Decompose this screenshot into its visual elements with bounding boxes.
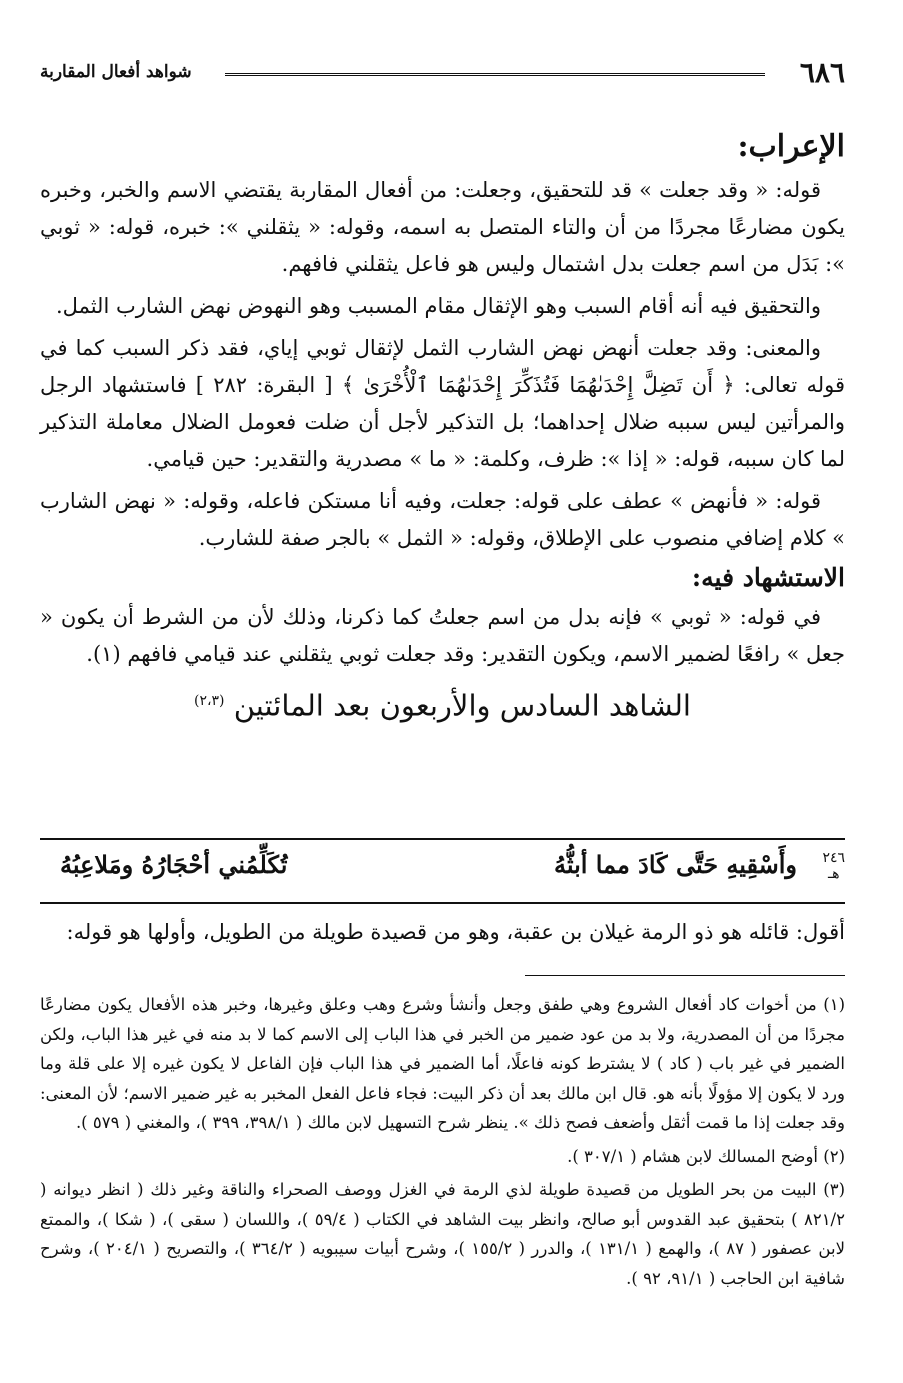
page-number: ٦٨٦ bbox=[799, 56, 845, 89]
running-title: شواهد أفعال المقاربة bbox=[40, 62, 192, 82]
witness-title-text: الشاهد السادس والأربعون بعد المائتين bbox=[233, 688, 691, 723]
irab-paragraph-3: والمعنى: وقد جعلت أنهض نهض الشارب الثمل لإثقال ثوبي إياي، فقد ذكر السبب كما في قوله تعالى: ﴿ أَن تَضِلَّ إِحْدَىٰهُمَا فَتُذَكِّرَ إِحْدَىٰهُمَا ٱلْأُخْرَىٰ ﴾ [ البقرة: ٢٨٢ ] فاستشهاد الرجل والمرأتين ليس سببه ضلال إحداهما؛ بل التذكير لأجل أن ضلت فعومل الضلال معاملة التذكير لما كان سببه، قوله: « إذا »: ظرف، وكلمة: « ما » مصدرية والتقدير: حين قيامي. bbox=[40, 336, 845, 471]
footnotes bbox=[40, 990, 845, 1293]
verse-hemistich-2: تُكَلِّمُني أحْجَارُهُ ومَلاعِبُهُ bbox=[60, 850, 288, 879]
verse-number-mark: هـ bbox=[827, 866, 840, 882]
verse-number bbox=[822, 850, 845, 882]
after-verse-text: أقول: قائله هو ذو الرمة غيلان بن عقبة، وهو من قصيدة طويلة من الطويل، وأولها هو قوله: bbox=[66, 920, 845, 944]
irab-heading: الإعراب: bbox=[737, 129, 845, 164]
footnote-2: (٢) أوضح المسالك لابن هشام ( ٣٠٧/١ ). bbox=[567, 1146, 845, 1166]
irab-paragraph-4: قوله: « فأنهض » عطف على قوله: جعلت، وفيه أنا مستكن فاعله، وقوله: « نهض الشارب » كلام إضافي منصوب على الإطلاق، وقوله: « الثمل » بالجر صفة للشارب. bbox=[40, 489, 845, 550]
verse-box bbox=[40, 838, 845, 904]
witness-title bbox=[40, 673, 845, 734]
verse-hemistich-1: وأَسْقِيهِ حَتَّى كَادَ مما أبثُّهُ bbox=[553, 850, 797, 879]
header-rule bbox=[225, 73, 765, 79]
page-header bbox=[40, 56, 845, 96]
main-text bbox=[40, 122, 845, 734]
irab-paragraph-2: والتحقيق فيه أنه أقام السبب وهو الإثقال مقام المسبب وهو النهوض نهض الشارب الثمل. bbox=[56, 294, 821, 318]
irab-paragraph-1: قوله: « وقد جعلت » قد للتحقيق، وجعلت: من أفعال المقاربة يقتضي الاسم والخبر، وخبره يكون مضارعًا مجردًا من أن والتاء المتصل به اسمه، وقوله: « يثقلني »: خبره، قوله: « ثوبي »: بَدَل من اسم جعلت بدل اشتمال وليس هو فاعل يثقلني فافهم. bbox=[40, 178, 845, 276]
footnote-rule bbox=[525, 975, 845, 976]
istishhad-heading: الاستشهاد فيه: bbox=[691, 563, 845, 592]
footnote-1: (١) من أخوات كاد أفعال الشروع وهي طفق وجعل وأنشأ وشرع وهب وعلق وغيرها، وخبر هذه الأفعال يكون مضارعًا مجردًا من أن المصدرية، ولا بد من عود ضمير من الخبر في هذا الباب إلى الاسم كما لا بد منه في غير هذا الباب، ولكن الضمير في غير باب ( كاد ) لا يشترط كونه فاعلًا، أما الضمير في هذا الباب فإن الفاعل لا يكون غيره إلا على قلة وما ورد لا يكون إلا مؤولًا بأنه هو. قال ابن مالك بعد أن ذكر البيت: فجاء فاعل الفعل المخبر به غير ضمير الاسم؛ لأن المعنى: وقد جعلت إذا ما قمت أثقل وأضعف فصح ذلك ». ينظر شرح التسهيل لابن مالك ( ٣٩٨/١، ٣٩٩ )، والمغني ( ٥٧٩ ). bbox=[40, 995, 845, 1132]
istishhad-paragraph: في قوله: « ثوبي » فإنه بدل من اسم جعلتُ كما ذكرنا، وذلك لأن من الشرط أن يكون « جعل » رافعًا لضمير الاسم، ويكون التقدير: وقد جعلت ثوبي يثقلني عند قيامي فافهم (١). bbox=[40, 605, 845, 666]
footnote-3: (٣) البيت من بحر الطويل من قصيدة طويلة لذي الرمة في الغزل ووصف الصحراء والناقة وغير ذلك ( انظر ديوانه ( ٨٢١/٢ ) بتحقيق عبد القدوس أبو صالح، وانظر بيت الشاهد في الكتاب ( ٥٩/٤ )، واللسان ( سقى )، ( شكا )، والممتع لابن عصفور ( ٨٧ )، والهمع ( ١٣١/١ )، والدرر ( ١٥٥/٢ )، وشرح أبيات سيبويه ( ٣٦٤/٢ )، والتصريح ( ٢٠٤/١ )، وشرح شافية ابن الحاجب ( ٩١/١، ٩٢ ). bbox=[40, 1180, 845, 1288]
witness-title-note: (٢،٣) bbox=[194, 693, 225, 709]
verse-number-value: ٢٤٦ bbox=[822, 850, 845, 866]
